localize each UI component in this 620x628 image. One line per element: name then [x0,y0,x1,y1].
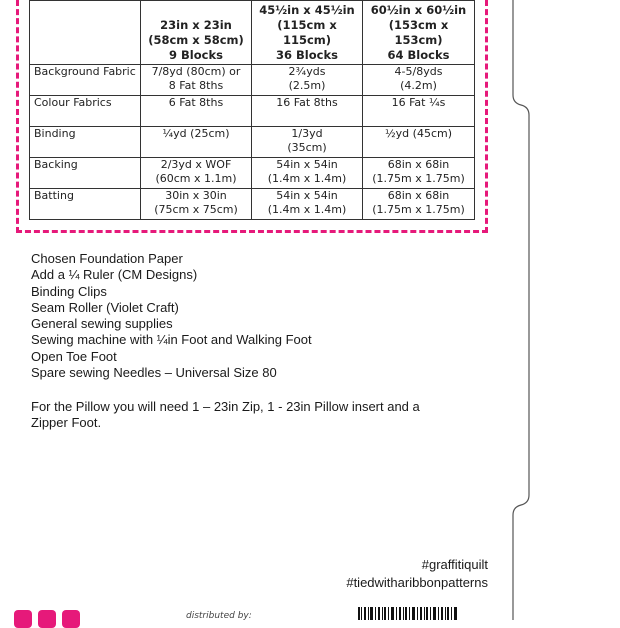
list-item: Seam Roller (Violet Craft) [31,299,179,315]
table-cell: 54in x 54in (1.4m x 1.4m) [252,158,363,189]
table-cell: 68in x 68in (1.75m x 1.75m) [363,189,475,220]
distributed-by-label: distributed by: [186,611,252,621]
table-cell: 54in x 54in (1.4m x 1.4m) [252,189,363,220]
list-item: Open Toe Foot [31,348,117,364]
table-cell: 16 Fat ¼s [363,96,475,127]
dashed-border-bottom [16,230,488,233]
social-icons [14,610,80,628]
table-header-cell [30,1,141,65]
table-cell: 4-5/8yds (4.2m) [363,65,475,96]
list-item: Spare sewing Needles – Universal Size 80 [31,365,277,381]
pinterest-icon[interactable] [38,610,56,628]
dashed-border-left [16,0,19,233]
size-large-label: 60½in x 60½in (153cm x 153cm) 64 Blocks [370,3,467,62]
list-item: Sewing machine with ¼in Foot and Walking Foot [31,332,312,348]
row-label: Binding [30,127,141,158]
hashtag: #tiedwitharibbonpatterns [346,575,488,590]
table-cell: 7/8yd (80cm) or 8 Fat 8ths [141,65,252,96]
pillow-note: For the Pillow you will need 1 – 23in Zip, 1 - 23in Pillow insert and a Zipper Foot. [31,399,420,431]
hashtags [346,556,488,592]
table-row [30,127,475,158]
table-cell: 6 Fat 8ths [141,96,252,127]
table-row [30,158,475,189]
list-item: General sewing supplies [31,316,173,332]
table-header-row [30,1,475,65]
facebook-icon[interactable] [14,610,32,628]
table-cell: 1/3yd (35cm) [252,127,363,158]
table-cell: ¼yd (25cm) [141,127,252,158]
table-header-cell [141,1,252,65]
table-cell: 30in x 30in (75cm x 75cm) [141,189,252,220]
requirements-table [29,0,475,220]
row-label: Batting [30,189,141,220]
table-cell: 68in x 68in (1.75m x 1.75m) [363,158,475,189]
dashed-border-right [485,0,488,233]
table-cell: 16 Fat 8ths [252,96,363,127]
table-row [30,96,475,127]
row-label: Background Fabric [30,65,141,96]
list-item: Binding Clips [31,283,107,299]
table-cell: 2¾yds (2.5m) [252,65,363,96]
table-header-cell [252,1,363,65]
tab-divider-outline [511,0,531,620]
row-label: Backing [30,158,141,189]
table-header-cell [363,1,475,65]
list-item: Chosen Foundation Paper [31,251,183,266]
size-medium-label: 45½in x 45½in (115cm x 115cm) 36 Blocks [259,3,355,62]
supplies-list [31,251,312,381]
table-row [30,189,475,220]
hashtag: #graffitiquilt [421,557,488,572]
barcode [358,607,458,620]
size-small-label: 23in x 23in (58cm x 58cm) 9 Blocks [148,18,244,62]
row-label: Colour Fabrics [30,96,141,127]
table-cell: 2/3yd x WOF (60cm x 1.1m) [141,158,252,189]
table-cell: ½yd (45cm) [363,127,475,158]
instagram-icon[interactable] [62,610,80,628]
table-row [30,65,475,96]
list-item: Add a ¼ Ruler (CM Designs) [31,267,198,283]
